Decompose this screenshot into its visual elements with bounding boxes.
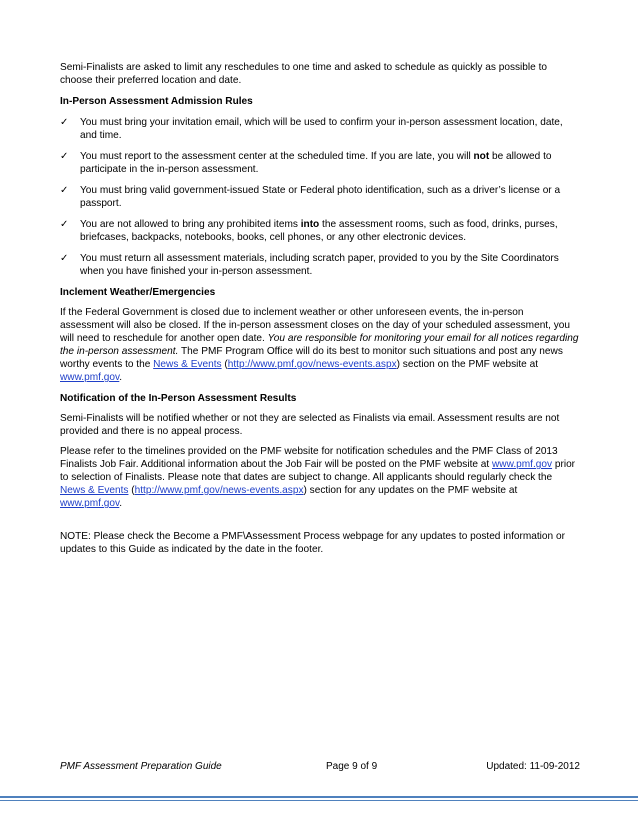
weather-heading: Inclement Weather/Emergencies bbox=[60, 287, 216, 298]
pmf-site-link[interactable]: www.pmf.gov bbox=[492, 459, 553, 470]
footer-page-number: Page 9 of 9 bbox=[326, 761, 378, 772]
pmf-site-link[interactable]: www.pmf.gov bbox=[60, 498, 120, 509]
news-events-url-link[interactable]: http://www.pmf.gov/news-events.aspx bbox=[227, 359, 397, 370]
rule-emphasis: into bbox=[300, 219, 320, 230]
rule-emphasis: not bbox=[473, 151, 490, 162]
rule-text: You are not allowed to bring any prohibited items bbox=[80, 219, 301, 230]
footer-rule-thin bbox=[0, 800, 638, 801]
note-paragraph: NOTE: Please check the Become a PMF\Assessment Process webpage for any updates to posted information or updates to this Guide as indicated by the date in the footer. bbox=[60, 531, 565, 555]
rule-text: You must bring your invitation email, which will be used to confirm your in-person assessment location, date, and time. bbox=[80, 117, 563, 141]
notification-paragraph-1: Semi-Finalists will be notified whether or not they are selected as Finalists via email. Assessment results are not provided and there is no appeal process. bbox=[60, 413, 560, 437]
notification-heading: Notification of the In-Person Assessment Results bbox=[60, 393, 297, 404]
checkmark-icon: ✓ bbox=[60, 185, 69, 196]
rule-text-cont: be allowed to participate in the in-person assessment. bbox=[80, 151, 552, 175]
checkmark-icon: ✓ bbox=[60, 253, 69, 264]
weather-italic-notice: You are responsible for monitoring your email for all notices regarding the in-person assessment. bbox=[60, 333, 579, 357]
list-item bbox=[60, 218, 580, 244]
news-events-url-link[interactable]: http://www.pmf.gov/news-events.aspx bbox=[134, 485, 304, 496]
news-events-link[interactable]: News & Events bbox=[60, 485, 129, 496]
rule-text: You must report to the assessment center at the scheduled time. If you are late, you will bbox=[80, 151, 474, 162]
checkmark-icon: ✓ bbox=[60, 117, 69, 128]
footer-title: PMF Assessment Preparation Guide bbox=[60, 761, 222, 772]
admission-rules-list bbox=[60, 116, 580, 278]
page-body bbox=[60, 61, 580, 556]
checkmark-icon: ✓ bbox=[60, 151, 69, 162]
weather-paragraph: If the Federal Government is closed due to inclement weather or other unforeseen events, the in-person assessment will also be closed. If the in-person assessment closes on the day of your scheduled assessment, you will need to reschedule for another open date. You are responsible for monitoring your email for all notices regarding the in-person assessment. The PMF Program Office will do its best to monitor such situations and post any news worthy events to the News & Events (http://www.pmf.gov/news-events.aspx) section on the PMF website at www.pmf.gov. bbox=[60, 307, 579, 383]
checkmark-icon: ✓ bbox=[60, 219, 69, 230]
news-events-link[interactable]: News & Events bbox=[153, 359, 222, 370]
list-item bbox=[60, 150, 580, 176]
footer-updated-date: Updated: 11-09-2012 bbox=[486, 761, 580, 772]
footer-rule-thick bbox=[0, 796, 638, 798]
list-item bbox=[60, 116, 580, 142]
rule-text-cont: the assessment rooms, such as food, drinks, purses, briefcases, backpacks, notebooks, books, cell phones, or any other electronic devices. bbox=[80, 219, 558, 243]
pmf-site-link[interactable]: www.pmf.gov bbox=[60, 372, 120, 383]
rule-text: You must bring valid government-issued State or Federal photo identification, such as a driver’s license or a passport. bbox=[80, 185, 561, 209]
admission-rules-heading: In-Person Assessment Admission Rules bbox=[60, 96, 253, 107]
list-item bbox=[60, 252, 580, 278]
rule-text: You must return all assessment materials, including scratch paper, provided to you by the Site Coordinators when you have finished your in-person assessment. bbox=[80, 253, 559, 277]
list-item bbox=[60, 184, 580, 210]
notification-paragraph-2: Please refer to the timelines provided on the PMF website for notification schedules and the PMF Class of 2013 Finalists Job Fair. Additional information about the Job Fair will be posted on the PMF website at www.pmf.gov prior to selection of Finalists. Please note that dates are subject to change. All applicants should regularly check the News & Events (http://www.pmf.gov/news-events.aspx) section for any updates on the PMF website at www.pmf.gov. bbox=[60, 446, 576, 509]
intro-paragraph: Semi-Finalists are asked to limit any reschedules to one time and asked to schedule as quickly as possible to choose their preferred location and date. bbox=[60, 62, 547, 86]
